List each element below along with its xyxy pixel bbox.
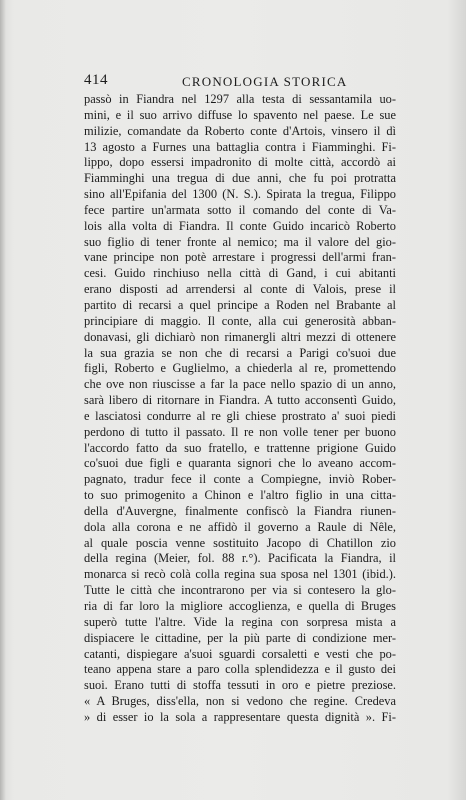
text-line: suoi. Erano tutti di stoffa tessuti in oro e pietre preziose. (84, 678, 396, 693)
text-line: vane principe non potè arrestare i progressi dell'armi fran- (84, 250, 396, 265)
binding-shadow (0, 0, 6, 800)
text-line: lois alla volta di Fiandra. Il conte Guido incaricò Roberto (84, 218, 396, 233)
text-line: milizie, comandate da Roberto conte d'Artois, vinsero il dì (84, 123, 396, 138)
text-line: mini, e il suo arrivo diffuse lo spavento nel paese. Le sue (84, 107, 396, 122)
text-line: la sua grazia se non che di recarsi a Parigi co'suoi due (84, 345, 396, 360)
text-line: perdono di tutto il passato. Il re non volle tener per buono (84, 424, 396, 439)
page-number: 414 (84, 72, 108, 88)
text-line: partito di recarsi a quel principe a Roden nel Brabante al (84, 297, 396, 312)
text-line: che ove non riuscisse a far la pace nello spazio di un anno, (84, 377, 396, 392)
text-line: » di esser io la sola a rappresentare questa dignità ». Fi- (84, 709, 396, 724)
text-line: teano appena stare a paro colla splendidezza e il gusto dei (84, 662, 396, 677)
running-title: CRONOLOGIA STORICA (182, 74, 348, 89)
text-line: monarca si recò colà colla regina sua sposa nel 1301 (ibid.). (84, 567, 396, 582)
text-line: suo figlio di tener fronte al nemico; ma il valore del gio- (84, 234, 396, 249)
text-line: della d'Auvergne, finalmente confiscò la Fiandra riunen- (84, 503, 396, 518)
text-line: catanti, dispiegare a'suoi sguardi corsaletti e vesti che po- (84, 646, 396, 661)
text-line: Fiamminghi una tregua di due anni, che fu poi protratta (84, 171, 396, 186)
text-line: sarà libero di ritornare in Fiandra. A tutto acconsentì Guido, (84, 393, 396, 408)
text-line: figli, Roberto e Guglielmo, a chiederla al re, promettendo (84, 361, 396, 376)
text-line: co'suoi due figli e quaranta signori che lo aveano accom- (84, 456, 396, 471)
text-line: principiare di maggio. Il conte, alla cui generosità abban- (84, 313, 396, 328)
text-line: superò tutte l'altre. Vide la regina con sorpresa mista a (84, 614, 396, 629)
text-line: dispiacere le cittadine, per la più parte di condizione mer- (84, 630, 396, 645)
body-text (84, 92, 396, 726)
page-header (84, 72, 394, 94)
text-line: ria di far loro la migliore accoglienza, e quella di Bruges (84, 599, 396, 613)
text-line: 13 agosto a Furnes una battaglia contra i Fiamminghi. Fi- (84, 139, 396, 154)
text-line: passò in Fiandra nel 1297 alla testa di sessantamila uo- (84, 92, 396, 106)
text-line: Tutte le città che incontrarono per via si contesero la glo- (84, 583, 396, 598)
text-line: cesi. Guido rinchiuso nella città di Gand, i cui abitanti (84, 266, 396, 281)
text-line: dola alla corona e ne affidò il governo a Raule di Nêle, (84, 519, 396, 534)
text-line: pagnato, tradur fece il conte a Compiegne, inviò Rober- (84, 472, 396, 487)
text-line: sino all'Epifania del 1300 (N. S.). Spirata la tregua, Filippo (84, 187, 396, 202)
text-line: al quale poscia venne sostituito Jacopo di Chatillon zio (84, 535, 396, 550)
text-line: erano disposti ad arrendersi al conte di Valois, prese il (84, 282, 396, 297)
text-line: to suo primogenito a Chinon e l'altro figlio in una citta- (84, 488, 396, 503)
text-line: lippo, dopo essersi impadronito di molte città, accordò ai (84, 155, 396, 170)
text-line: e lasciatosi condurre al re gli chiese prostrato a' suoi piedi (84, 408, 396, 423)
text-line: donavasi, gli dichiarò non rimanergli altri mezzi di ottenere (84, 329, 396, 344)
text-line: « A Bruges, diss'ella, non si vedono che regine. Credeva (84, 694, 396, 709)
text-line: l'accordo fatto da suo fratello, e trattenne prigione Guido (84, 440, 396, 455)
text-line: della regina (Meier, fol. 88 r.°). Pacificata la Fiandra, il (84, 551, 396, 566)
text-line: fece partire un'armata sotto il comando del conte di Va- (84, 202, 396, 217)
